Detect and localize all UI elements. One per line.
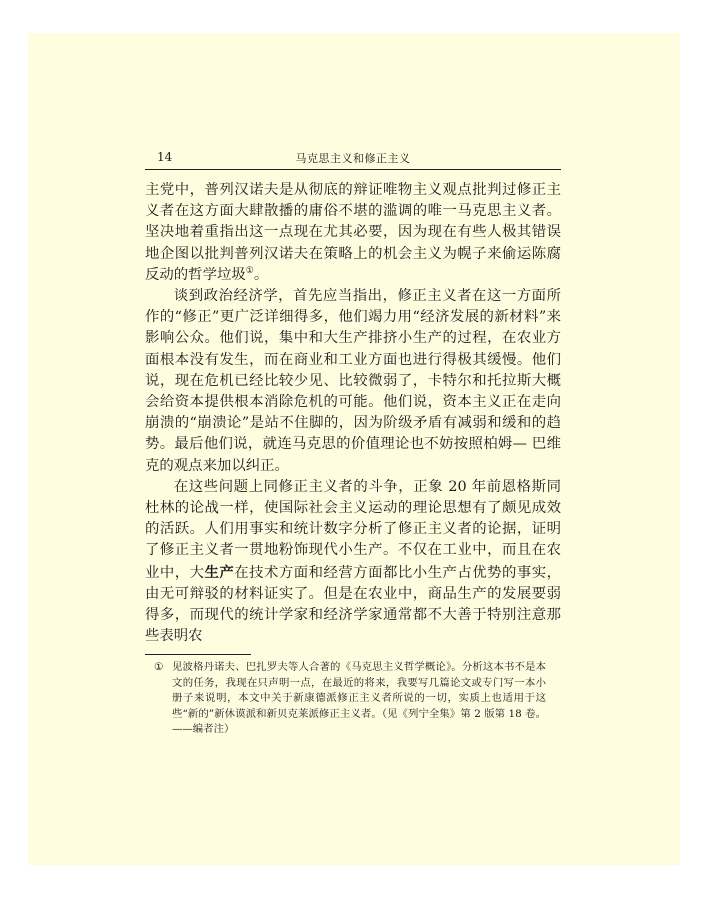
paragraph-3-text-b: 在技术方面和经营方面都比小生产占优势的事实，由无可辩驳的材料证实了。但是在农业中，商品生产的发展要弱得多，而现代的统计学家和经济学家通常都不大善于特别注意那些表明农 <box>145 564 561 645</box>
page-number: 14 <box>157 150 173 164</box>
paragraph-3-bold: 生产 <box>204 563 235 581</box>
running-title: 马克思主义和修正主义 <box>295 152 411 165</box>
footnote-mark: ① <box>154 661 164 673</box>
footnote-divider <box>145 654 251 655</box>
footnote-text: 见波格丹诺夫、巴扎罗夫等人合著的《马克思主义哲学概论》。分析这本书不是本文的任务，我现在只声明一点，在最近的将来，我要写几篇论文或专门写一本小册子来说明，本文中关于新康德派修正主义者所说的一切，实质上也适用于这些“新的”新休谟派和新贝克莱派修正主义者。（见《列宁全集》第 2 版第 18 卷。——编者注） <box>172 661 546 735</box>
footnote <box>154 660 546 738</box>
running-header <box>145 147 561 170</box>
paragraph-3 <box>145 477 561 648</box>
paragraph-1 <box>145 180 561 286</box>
paragraph-1-end: 。 <box>253 266 269 283</box>
paragraph-1-text: 主党中，普列汉诺夫是从彻底的辩证唯物主义观点批判过修正主义者在这方面大肆散播的庸俗不堪的滥调的唯一马克思主义者。坚决地着重指出这一点现在尤其必要，因为现在有些人极其错误地企图以批判普列汉诺夫在策略上的机会主义为幌子来偷运陈腐反动的哲学垃圾 <box>145 182 561 283</box>
body-text <box>145 180 561 647</box>
footnote-reference[interactable]: ① <box>245 266 254 277</box>
paragraph-3-text-a: 在这些问题上同修正主义者的斗争，正象 20 年前恩格斯同杜林的论战一样，使国际社会主义运动的理论思想有了颇见成效的活跃。人们用事实和统计数字分析了修正主义者的论据，证明了修正主义者一贯地粉饰现代小生产。不仅在工业中，而且在农业中，大 <box>145 478 561 581</box>
paragraph-2: 谈到政治经济学，首先应当指出，修正主义者在这一方面所作的“修正”更广泛详细得多，他们竭力用“经济发展的新材料”来影响公众。他们说，集中和大生产排挤小生产的过程，在农业方面根本没有发生，而在商业和工业方面也进行得极其缓慢。他们说，现在危机已经比较少见、比较微弱了，卡特尔和托拉斯大概会给资本提供根本消除危机的可能。他们说，资本主义正在走向崩溃的“崩溃论”是站不住脚的，因为阶级矛盾有减弱和缓和的趋势。最后他们说，就连马克思的价值理论也不妨按照柏姆— 巴维克的观点来加以纠正。 <box>145 288 561 474</box>
